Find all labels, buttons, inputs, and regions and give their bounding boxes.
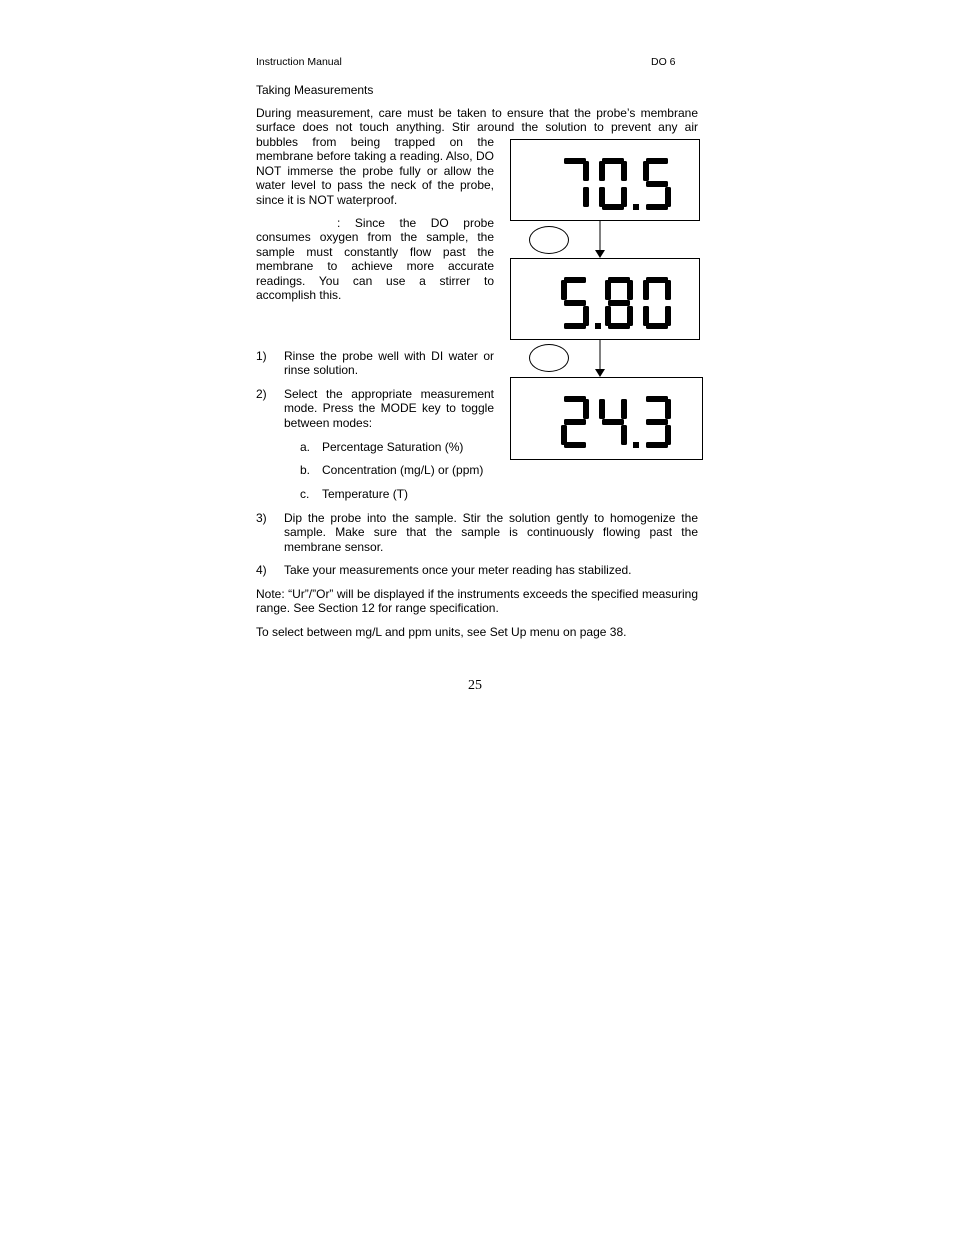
mode-a xyxy=(300,440,464,454)
lcd-segment xyxy=(646,158,668,164)
lcd-segment xyxy=(564,323,586,329)
lcd-value-text: 24.3 xyxy=(513,388,515,389)
header-model: DO 6 xyxy=(651,56,676,68)
lcd-readout xyxy=(511,140,699,220)
lcd-segment xyxy=(583,399,589,419)
lcd-digits xyxy=(513,149,671,210)
lcd-segment xyxy=(564,277,586,283)
lcd-segment xyxy=(621,187,627,207)
lcd-segment xyxy=(646,181,668,187)
step-3 xyxy=(256,511,698,555)
lcd-segment xyxy=(605,280,611,300)
stir-note: : Since the DO probe consumes oxygen from the sample, the sample must constantly flow past the membrane to achieve more accurate readings. You can use a stirrer to accomplish this. xyxy=(256,216,494,303)
lcd-segment xyxy=(599,187,605,207)
mode-c xyxy=(300,487,409,501)
mode-text: Temperature (T) xyxy=(322,487,409,501)
lcd-segment xyxy=(621,425,627,445)
lcd-segment xyxy=(564,419,586,425)
lcd-segment xyxy=(599,399,605,419)
lcd-segment xyxy=(646,442,668,448)
lcd-segment xyxy=(602,158,624,164)
lcd-decimal-point xyxy=(633,442,639,448)
lcd-segment xyxy=(646,323,668,329)
lcd-segment xyxy=(599,161,605,181)
lcd-segment xyxy=(643,161,649,181)
step-number: 2) xyxy=(256,387,267,401)
lcd-segment xyxy=(627,306,633,326)
lcd-segment xyxy=(665,306,671,326)
lcd-digits xyxy=(513,268,671,329)
mode-letter: c. xyxy=(300,487,310,501)
step-number: 3) xyxy=(256,511,267,525)
step-text: Take your measurements once your meter reading has stabilized. xyxy=(284,563,632,577)
lcd-segment xyxy=(564,442,586,448)
step-1 xyxy=(256,349,494,379)
mode-letter: a. xyxy=(300,440,311,454)
lcd-segment xyxy=(561,425,567,445)
step-text: Select the appropriate measurement mode. Press the MODE key to toggle between modes: xyxy=(284,387,494,430)
range-note: Note: “Ur”/”Or” will be displayed if the instruments exceeds the specified measuring range. See Section 12 for range specification. xyxy=(256,587,698,616)
lcd-segment xyxy=(646,396,668,402)
lcd-segment xyxy=(646,277,668,283)
key-oval-icon xyxy=(529,344,569,372)
section-title: Taking Measurements xyxy=(256,83,374,97)
lcd-value-text: 70.5 xyxy=(513,150,515,151)
lcd-segment xyxy=(646,419,668,425)
step-4 xyxy=(256,563,698,579)
down-arrow-icon xyxy=(594,340,606,378)
lcd-segment xyxy=(583,161,589,181)
intro-paragraph-narrow: bubbles from being trapped on the membrane before taking a reading. Also, DO NOT immerse the probe fully or allow the water level to pass the neck of the probe, since it is NOT waterproof. xyxy=(256,135,494,207)
down-arrow-icon xyxy=(594,221,606,259)
mode-text: Percentage Saturation (%) xyxy=(322,440,464,454)
lcd-segment xyxy=(564,158,586,164)
lcd-segment xyxy=(608,300,630,306)
lcd-segment xyxy=(605,306,611,326)
lcd-segment xyxy=(564,396,586,402)
lcd-segment xyxy=(665,399,671,419)
lcd-segment xyxy=(564,300,586,306)
header-title: Instruction Manual xyxy=(256,56,342,68)
lcd-readout xyxy=(511,259,699,339)
units-note: To select between mg/L and ppm units, see Set Up menu on page 38. xyxy=(256,625,627,639)
step-2 xyxy=(256,387,494,431)
mode-letter: b. xyxy=(300,463,311,477)
lcd-segment xyxy=(643,280,649,300)
lcd-segment xyxy=(608,277,630,283)
lcd-segment xyxy=(665,280,671,300)
key-oval-icon xyxy=(529,226,569,254)
lcd-value-text: 5.80 xyxy=(513,269,515,270)
lcd-display-temperature xyxy=(510,377,703,460)
lcd-display-concentration xyxy=(510,258,700,340)
lcd-segment xyxy=(583,187,589,207)
mode-text: Concentration (mg/L) or (ppm) xyxy=(322,463,484,477)
lcd-segment xyxy=(665,187,671,207)
intro-paragraph-wide: During measurement, care must be taken to ensure that the probe’s membrane surface does not touch anything. Stir around the solution to prevent any air xyxy=(256,106,698,135)
lcd-segment xyxy=(621,399,627,419)
step-number: 4) xyxy=(256,563,267,577)
lcd-segment xyxy=(561,280,567,300)
lcd-readout xyxy=(511,378,702,459)
step-text: Dip the probe into the sample. Stir the solution gently to homogenize the sample. Make sure that the sample is continuously flowing past the membrane sensor. xyxy=(284,511,698,554)
lcd-display-saturation xyxy=(510,139,700,221)
page-number: 25 xyxy=(468,678,482,693)
lcd-decimal-point xyxy=(595,323,601,329)
lcd-segment xyxy=(621,161,627,181)
lcd-segment xyxy=(602,419,624,425)
lcd-segment xyxy=(608,323,630,329)
lcd-digits xyxy=(513,387,671,448)
lcd-decimal-point xyxy=(633,204,639,210)
lcd-segment xyxy=(627,280,633,300)
lcd-segment xyxy=(583,306,589,326)
lcd-segment xyxy=(646,204,668,210)
lcd-segment xyxy=(643,306,649,326)
step-number: 1) xyxy=(256,349,267,363)
mode-b xyxy=(300,463,484,477)
step-text: Rinse the probe well with DI water or rinse solution. xyxy=(284,349,494,378)
lcd-segment xyxy=(665,425,671,445)
lcd-segment xyxy=(602,204,624,210)
